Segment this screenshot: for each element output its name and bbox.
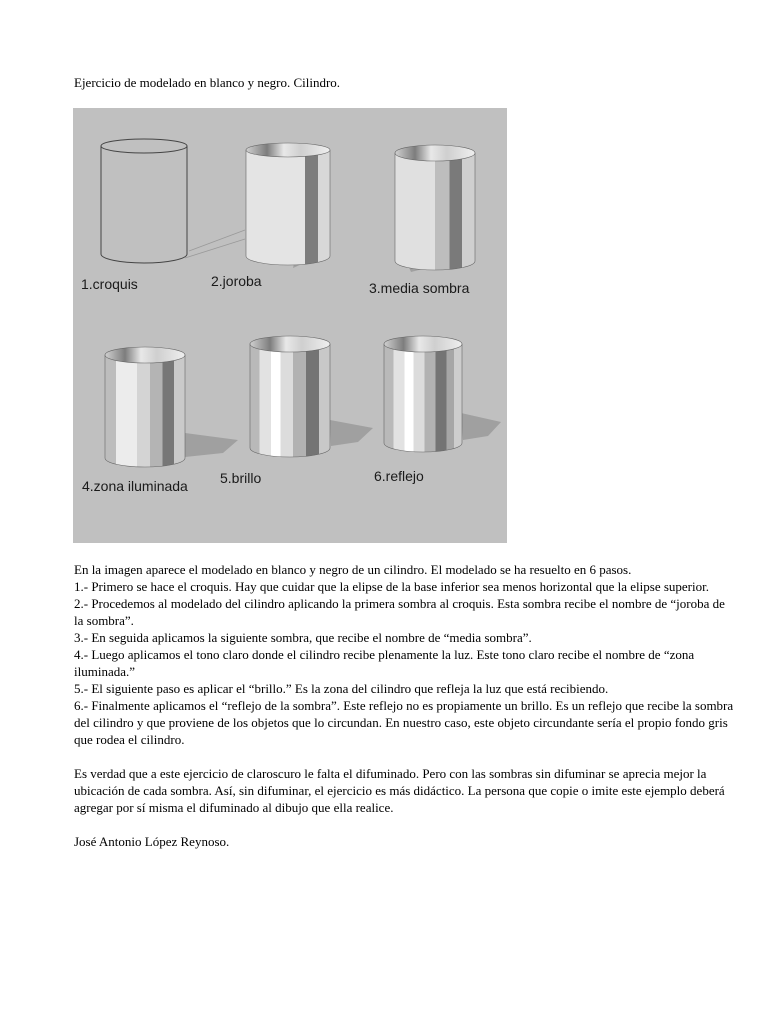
cylinder-figure	[73, 108, 507, 543]
cylinder-joroba	[246, 143, 330, 268]
paragraph-closing: Es verdad que a este ejercicio de claroscuro le falta el difuminado. Pero con las sombras sin difuminar se aprecia mejor la ubicación de cada sombra. Así, sin difuminar, el ejercicio es más didáctico. La persona que copie o imite este ejemplo deberá agregar por sí misma el difuminado al dibujo que ella realice.	[74, 766, 725, 815]
signature: José Antonio López Reynoso.	[74, 834, 230, 849]
cylinder-brillo	[250, 336, 373, 457]
body-text	[74, 561, 734, 850]
caption-joroba: 2.joroba	[211, 273, 262, 289]
caption-brillo: 5.brillo	[220, 470, 262, 486]
caption-zona-iluminada: 4.zona iluminada	[82, 478, 188, 494]
cylinder-croquis	[101, 139, 245, 278]
cylinder-reflejo	[384, 336, 501, 452]
paragraph-step-5: 5.- El siguiente paso es aplicar el “brillo.” Es la zona del cilindro que refleja la luz que está recibiendo.	[74, 681, 609, 696]
page-title: Ejercicio de modelado en blanco y negro. Cilindro.	[74, 75, 341, 90]
paragraph-step-1: 1.- Primero se hace el croquis. Hay que cuidar que la elipse de la base inferior sea menos horizontal que la elipse superior.	[74, 579, 709, 594]
paragraph-intro: En la imagen aparece el modelado en blanco y negro de un cilindro. El modelado se ha resuelto en 6 pasos.	[74, 562, 632, 577]
paragraph-step-4: 4.- Luego aplicamos el tono claro donde el cilindro recibe plenamente la luz. Este tono claro recibe el nombre de “zona iluminada.”	[74, 647, 695, 679]
caption-croquis: 1.croquis	[81, 276, 138, 292]
paragraph-step-6: 6.- Finalmente aplicamos el “reflejo de la sombra”. Este reflejo no es propiamente un brillo. Es un reflejo que recibe la sombra del cilindro y que proviene de los objetos que lo circundan. En nuestro caso, este objeto circundante sería el propio fondo gris que rodea el cilindro.	[74, 698, 734, 747]
paragraph-step-3: 3.- En seguida aplicamos la siguiente sombra, que recibe el nombre de “media sombra”.	[74, 630, 532, 645]
cylinder-zona-iluminada	[105, 347, 238, 467]
paragraph-step-2: 2.- Procedemos al modelado del cilindro aplicando la primera sombra al croquis. Esta sombra recibe el nombre de “joroba de la sombra”.	[74, 596, 725, 628]
caption-reflejo: 6.reflejo	[374, 468, 424, 484]
caption-media-sombra: 3.media sombra	[369, 280, 470, 296]
cylinder-media-sombra	[395, 145, 475, 272]
